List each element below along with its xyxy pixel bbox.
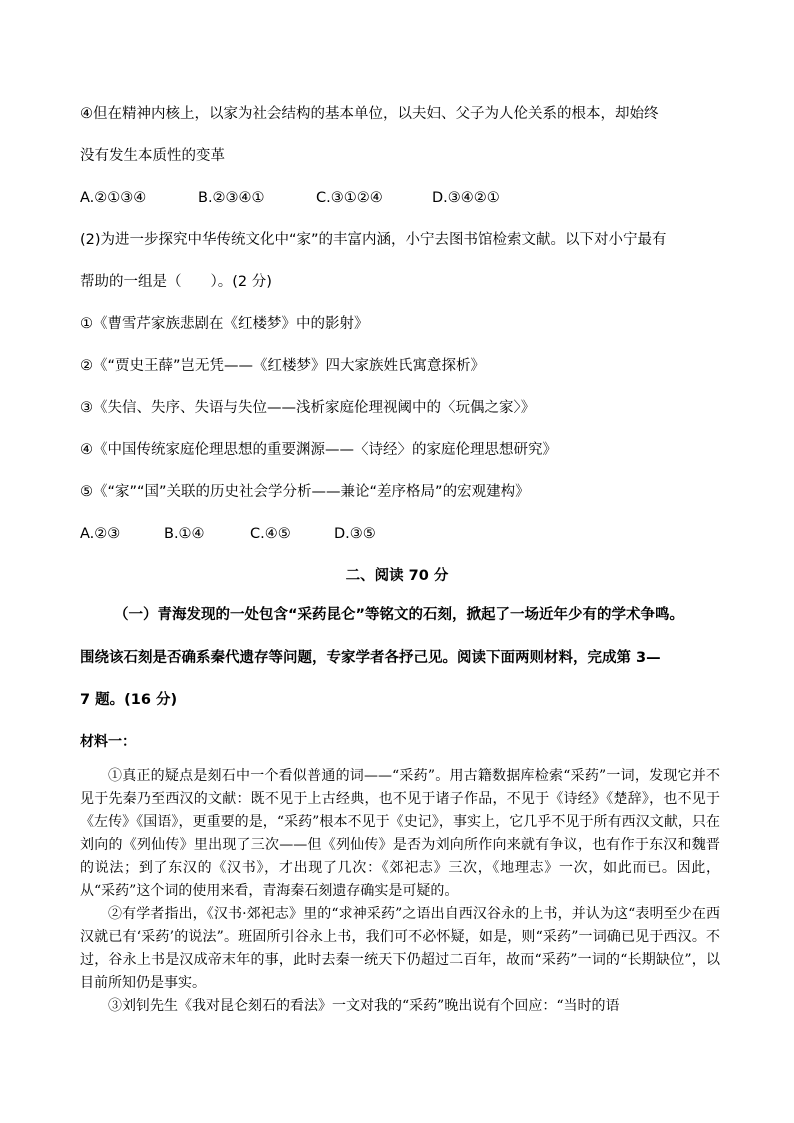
option-d: D.③⑤: [334, 526, 376, 542]
option-a: A.②③: [80, 526, 121, 542]
book-item-1: ①《曹雪芹家族悲剧在《红楼梦》中的影射》: [80, 316, 369, 332]
material-label: 材料一：: [80, 734, 136, 750]
material-paragraph-3: ③刘钊先生《我对昆仑刻石的看法》一文对我的“采药”晚出说有个回应：“当时的语: [108, 998, 620, 1014]
book-item-4: ④《中国传统家庭伦理思想的重要渊源——〈诗经〉的家庭伦理思想研究》: [80, 442, 557, 458]
option-a: A.②①③④: [80, 190, 147, 206]
option-b: B.①④: [164, 526, 205, 542]
material-one-text: [80, 765, 720, 1018]
option-c: C.③①②④: [316, 190, 383, 206]
question-2-line2: 帮助的一组是（ ）。(2 分): [80, 274, 272, 290]
material-paragraph-1: ①真正的疑点是刻石中一个看似普通的词——“采药”。用古籍数据库检索“采药”一词，发现它并不见于先秦乃至西汉的文献：既不见于上古经典，也不见于诸子作品，不见于《诗经》《楚辞》，也不见于《左传》《国语》，更重要的是，“采药”根本不见于《史记》，事实上，它几乎不见于所有西汉文献，只在刘向的《列仙传》里出现了三次——但《列仙传》是否为刘向所作向来就有争议，也有作于东汉和魏晋的说法；到了东汉的《汉书》，才出现了几次：《郊祀志》三次，《地理志》一次，如此而已。因此，从“采药”这个词的使用来看，青海秦石刻遗存确实是可疑的。: [80, 768, 720, 899]
reading-intro-line2: 围绕该石刻是否确系秦代遗存等问题，专家学者各抒己见。阅读下面两则材料，完成第 3—: [80, 650, 661, 666]
book-item-3: ③《失信、失序、失语与失位——浅析家庭伦理视阈中的〈玩偶之家〉》: [80, 400, 536, 416]
answer-options-q1: [80, 188, 500, 208]
option-c: C.④⑤: [250, 526, 291, 542]
book-item-5: ⑤《“家”“国”关联的历史社会学分析——兼论“差序格局”的宏观建构》: [80, 484, 530, 500]
question-2-line1: (2)为进一步探究中华传统文化中“家”的丰富内涵，小宁去图书馆检索文献。以下对小宁最有: [80, 232, 667, 248]
answer-options-q2: [80, 524, 376, 544]
reading-intro-line1: （一）青海发现的一处包含“采药昆仑”等铭文的石刻，掀起了一场近年少有的学术争鸣。: [114, 607, 685, 623]
question-option-4-line1: ④但在精神内核上，以家为社会结构的基本单位，以夫妇、父子为人伦关系的根本，却始终: [80, 106, 659, 122]
option-b: B.②③④①: [198, 190, 265, 206]
option-d: D.③④②①: [432, 190, 500, 206]
reading-intro-line3: 7 题。(16 分): [80, 692, 178, 708]
material-paragraph-2: ②有学者指出，《汉书·郊祀志》里的“求神采药”之语出自西汉谷永的上书，并认为这“表明至少在西汉就已有‘采药’的说法”。班固所引谷永上书，我们可不必怀疑，如是，则“采药”一词确已见于西汉。不过，谷永上书是汉成帝末年的事，此时去秦一统天下仍超过二百年，故而“采药”一词的“长期缺位”，以目前所知仍是事实。: [80, 906, 720, 991]
book-item-2: ②《“贾史王薛”岂无凭——《红楼梦》四大家族姓氏寓意探析》: [80, 358, 486, 374]
question-option-4-line2: 没有发生本质性的变革: [80, 148, 225, 164]
section-title: 二、阅读 70 分: [345, 568, 449, 584]
